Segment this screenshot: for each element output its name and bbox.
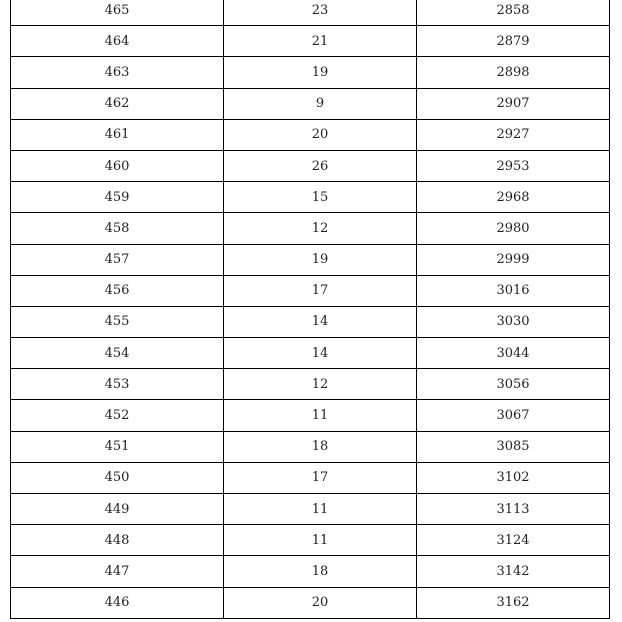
score-cell: 458: [11, 213, 224, 244]
score-cell: 463: [11, 57, 224, 88]
cumulative-cell: 2858: [417, 0, 610, 26]
score-cell: 450: [11, 462, 224, 493]
table-row: [11, 57, 610, 88]
score-cell: 465: [11, 0, 224, 26]
cumulative-cell: 2953: [417, 150, 610, 181]
count-cell: 20: [224, 119, 417, 150]
score-cell: 464: [11, 26, 224, 57]
table-row: [11, 0, 610, 26]
cumulative-cell: 2907: [417, 88, 610, 119]
table-row: [11, 275, 610, 306]
count-cell: 23: [224, 0, 417, 26]
count-cell: 12: [224, 369, 417, 400]
cumulative-cell: 2927: [417, 119, 610, 150]
score-cell: 451: [11, 431, 224, 462]
count-cell: 19: [224, 244, 417, 275]
table-row: [11, 182, 610, 213]
cumulative-cell: 2879: [417, 26, 610, 57]
count-cell: 9: [224, 88, 417, 119]
table-row: [11, 88, 610, 119]
score-cell: 449: [11, 494, 224, 525]
score-cell: 453: [11, 369, 224, 400]
table-row: [11, 587, 610, 618]
table-row: [11, 306, 610, 337]
count-cell: 12: [224, 213, 417, 244]
table-row: [11, 556, 610, 587]
table-row: [11, 26, 610, 57]
cumulative-cell: 3056: [417, 369, 610, 400]
cumulative-cell: 2968: [417, 182, 610, 213]
count-cell: 21: [224, 26, 417, 57]
count-cell: 14: [224, 306, 417, 337]
score-cell: 447: [11, 556, 224, 587]
table-row: [11, 462, 610, 493]
score-cell: 460: [11, 150, 224, 181]
cumulative-cell: 3067: [417, 400, 610, 431]
table-row: [11, 369, 610, 400]
score-table-body: [11, 0, 610, 618]
count-cell: 11: [224, 525, 417, 556]
score-cell: 446: [11, 587, 224, 618]
score-table: [10, 0, 610, 619]
score-cell: 455: [11, 306, 224, 337]
score-cell: 459: [11, 182, 224, 213]
count-cell: 17: [224, 275, 417, 306]
count-cell: 11: [224, 400, 417, 431]
table-row: [11, 338, 610, 369]
cumulative-cell: 3142: [417, 556, 610, 587]
count-cell: 11: [224, 494, 417, 525]
table-row: [11, 400, 610, 431]
table-row: [11, 431, 610, 462]
count-cell: 17: [224, 462, 417, 493]
table-row: [11, 244, 610, 275]
cumulative-cell: 3162: [417, 587, 610, 618]
table-row: [11, 150, 610, 181]
score-cell: 456: [11, 275, 224, 306]
score-cell: 452: [11, 400, 224, 431]
count-cell: 18: [224, 556, 417, 587]
count-cell: 14: [224, 338, 417, 369]
count-cell: 20: [224, 587, 417, 618]
cumulative-cell: 3113: [417, 494, 610, 525]
cumulative-cell: 2999: [417, 244, 610, 275]
count-cell: 26: [224, 150, 417, 181]
score-cell: 462: [11, 88, 224, 119]
count-cell: 18: [224, 431, 417, 462]
table-row: [11, 525, 610, 556]
cumulative-cell: 3016: [417, 275, 610, 306]
cumulative-cell: 3030: [417, 306, 610, 337]
count-cell: 19: [224, 57, 417, 88]
cumulative-cell: 3044: [417, 338, 610, 369]
cumulative-cell: 3124: [417, 525, 610, 556]
table-row: [11, 119, 610, 150]
count-cell: 15: [224, 182, 417, 213]
table-row: [11, 494, 610, 525]
score-cell: 457: [11, 244, 224, 275]
cumulative-cell: 2980: [417, 213, 610, 244]
score-cell: 461: [11, 119, 224, 150]
cumulative-cell: 3102: [417, 462, 610, 493]
score-cell: 454: [11, 338, 224, 369]
cumulative-cell: 2898: [417, 57, 610, 88]
score-cell: 448: [11, 525, 224, 556]
table-row: [11, 213, 610, 244]
cumulative-cell: 3085: [417, 431, 610, 462]
